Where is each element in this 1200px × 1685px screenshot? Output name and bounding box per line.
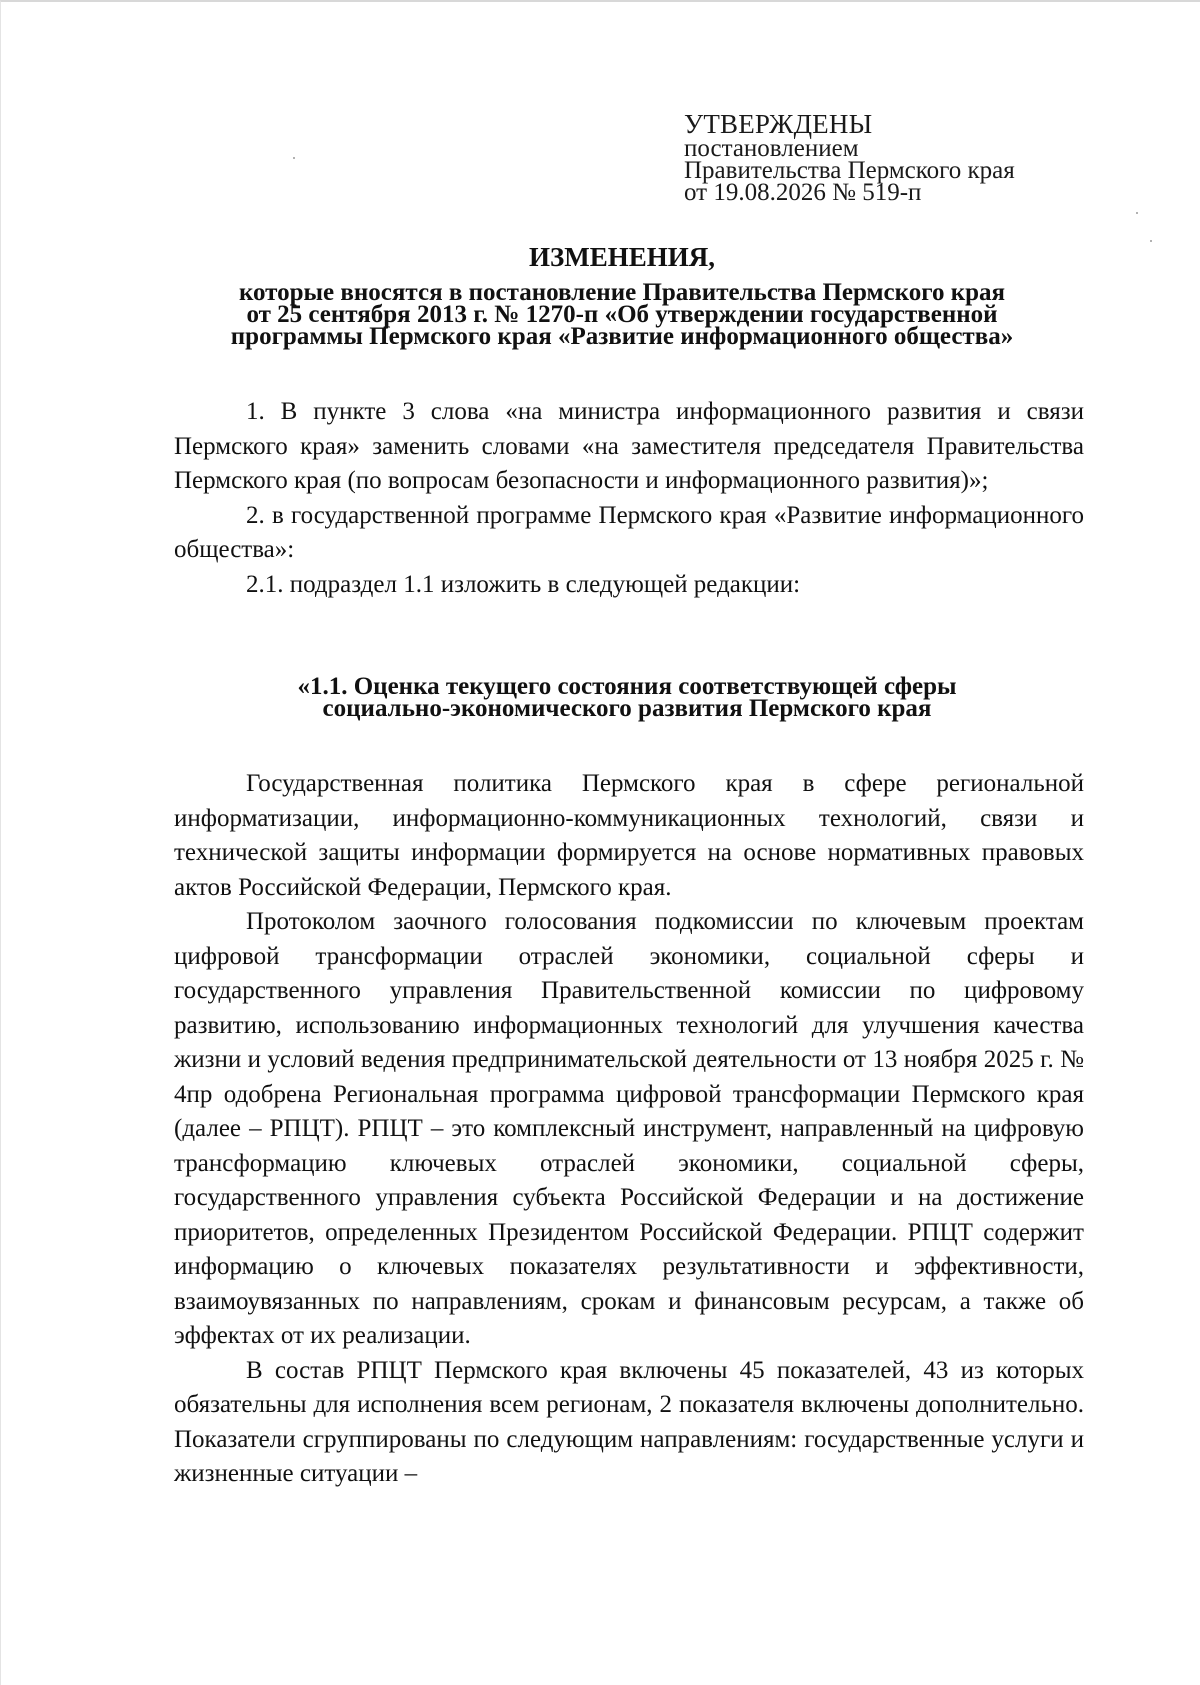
section-body xyxy=(174,767,1084,1492)
section-heading xyxy=(172,673,1082,722)
section-heading-line-1: «1.1. Оценка текущего состояния соответствующей сферы xyxy=(297,673,957,700)
subtitle-line-3: программы Пермского края «Развитие информационного общества» xyxy=(230,323,1014,350)
scan-speck xyxy=(1150,240,1152,242)
amendment-item-1: 1. В пункте 3 слова «на министра информационного развития и связи Пермского края» заменить словами «на заместителя председателя Правительства Пермского края (по вопросам безопасности и информационного развития)»; xyxy=(174,398,1084,494)
document-title: ИЗМЕНЕНИЯ, xyxy=(528,242,715,272)
approval-line-resolution: постановлением xyxy=(684,135,859,162)
approval-heading: УТВЕРЖДЕНЫ xyxy=(684,109,873,139)
subtitle-line-2: от 25 сентября 2013 г. № 1270-п «Об утверждении государственной xyxy=(246,301,998,328)
approval-line-government: Правительства Пермского края xyxy=(684,157,1015,184)
approval-stamp xyxy=(684,110,1124,204)
body-paragraph-3: В состав РПЦТ Пермского края включены 45 показателей, 43 из которых обязательны для исполнения всем регионам, 2 показателя включены дополнительно. Показатели сгруппированы по следующим направлениям: государственные услуги и жизненные ситуации – xyxy=(174,1356,1084,1487)
approval-line-date-number: от 19.08.2026 № 519-п xyxy=(684,179,922,206)
section-heading-line-2: социально-экономического развития Пермского края xyxy=(322,695,932,722)
body-paragraph-2: Протоколом заочного голосования подкомиссии по ключевым проектам цифровой трансформации отраслей экономики, социальной сферы и государственного управления Правительственной комиссии по цифровому развитию, использованию информационных технологий для улучшения качества жизни и условий ведения предпринимательской деятельности от 13 ноября 2025 г. № 4пр одобрена Региональная программа цифровой трансформации Пермского края (далее – РПЦТ). РПЦТ – это комплексный инструмент, направленный на цифровую трансформацию ключевых отраслей экономики, социальной сферы, государственного управления субъекта Российской Федерации и на достижение приоритетов, определенных Президентом Российской Федерации. РПЦТ содержит информацию о ключевых показателях результативности и эффективности, взаимоувязанных по направлениям, срокам и финансовым ресурсам, а также об эффектах от их реализации. xyxy=(174,908,1084,1349)
body-paragraph-1: Государственная политика Пермского края в сфере региональной информатизации, информационно-коммуникационных технологий, связи и технической защиты информации формируется на основе нормативных правовых актов Российской Федерации, Пермского края. xyxy=(174,770,1084,901)
subtitle-line-1: которые вносятся в постановление Правительства Пермского края xyxy=(238,279,1006,306)
scan-speck xyxy=(293,157,295,159)
amendment-item-2-1: 2.1. подраздел 1.1 изложить в следующей редакции: xyxy=(246,570,801,598)
amendment-items xyxy=(174,395,1084,602)
scan-speck xyxy=(1136,212,1138,214)
document-subtitle xyxy=(172,279,1072,350)
amendment-item-2: 2. в государственной программе Пермского края «Развитие информационного общества»: xyxy=(174,501,1084,563)
